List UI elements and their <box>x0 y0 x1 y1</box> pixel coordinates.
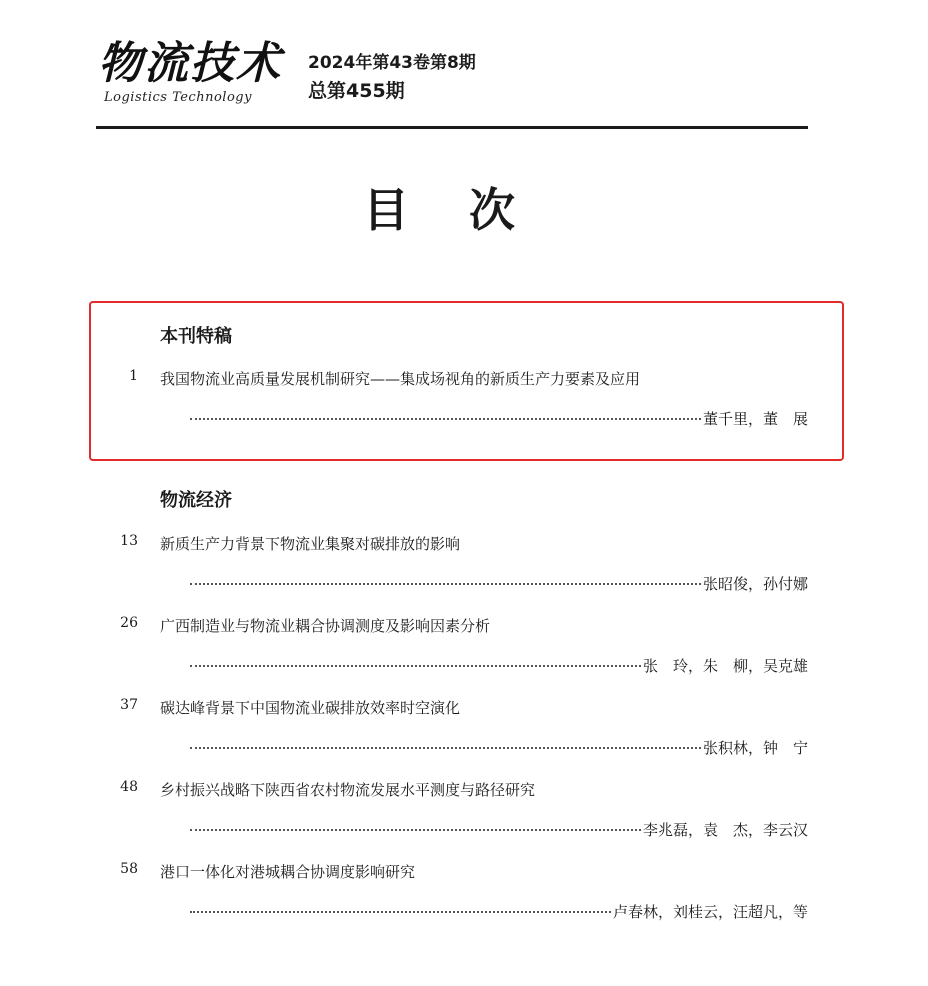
toc-authors: 董千里，董 展 <box>702 410 808 428</box>
journal-logo-en: Logistics Technology <box>104 90 252 105</box>
section-heading: 物流经济 <box>160 490 232 511</box>
dot-leader <box>190 665 641 667</box>
issue-line: 2024年第43卷第8期 <box>308 53 476 73</box>
toc-article-title[interactable]: 新质生产力背景下物流业集聚对碳排放的影响 <box>160 535 461 553</box>
toc-article-title[interactable]: 港口一体化对港城耦合协调度影响研究 <box>160 863 416 881</box>
toc-article-title[interactable]: 碳达峰背景下中国物流业碳排放效率时空演化 <box>160 699 461 717</box>
toc-page-number: 48 <box>120 779 138 795</box>
toc-authors: 张积林，钟 宁 <box>702 739 808 757</box>
toc-page-number: 1 <box>129 368 138 384</box>
page-title: 目 次 <box>362 183 537 237</box>
toc-entry[interactable] <box>110 533 808 603</box>
toc-author-line <box>190 819 808 840</box>
toc-entry[interactable] <box>110 697 808 767</box>
toc-authors: 李兆磊，袁 杰，李云汉 <box>642 821 808 839</box>
journal-logo-cn: 物流技术 <box>98 38 282 89</box>
dot-leader <box>190 747 701 749</box>
toc-page-number: 26 <box>120 615 138 631</box>
total-issue: 总第455期 <box>308 80 405 102</box>
dot-leader <box>190 829 641 831</box>
toc-article-title[interactable]: 乡村振兴战略下陕西省农村物流发展水平测度与路径研究 <box>160 781 536 799</box>
masthead-divider <box>96 126 808 129</box>
dot-leader <box>190 911 611 913</box>
masthead <box>96 38 808 130</box>
toc-page-number: 37 <box>120 697 138 713</box>
toc-authors: 张昭俊，孙付娜 <box>702 575 808 593</box>
dot-leader <box>190 418 701 420</box>
toc-author-line <box>190 737 808 758</box>
toc-page-number: 58 <box>120 861 138 877</box>
toc-author-line <box>190 655 808 676</box>
toc-page-number: 13 <box>120 533 138 549</box>
section-heading: 本刊特稿 <box>160 326 232 347</box>
toc-entry[interactable] <box>110 615 808 685</box>
toc-article-title[interactable]: 我国物流业高质量发展机制研究——集成场视角的新质生产力要素及应用 <box>160 370 641 388</box>
toc-author-line <box>190 573 808 594</box>
toc-entry[interactable] <box>110 861 808 931</box>
toc-entry[interactable] <box>110 368 808 438</box>
toc-authors: 张 玲，朱 柳，吴克雄 <box>642 657 808 675</box>
toc-authors: 卢春林，刘桂云，汪超凡，等 <box>612 903 808 921</box>
toc-article-title[interactable]: 广西制造业与物流业耦合协调测度及影响因素分析 <box>160 617 491 635</box>
toc-entry[interactable] <box>110 779 808 849</box>
dot-leader <box>190 583 701 585</box>
toc-author-line <box>190 901 808 922</box>
toc-author-line <box>190 408 808 429</box>
